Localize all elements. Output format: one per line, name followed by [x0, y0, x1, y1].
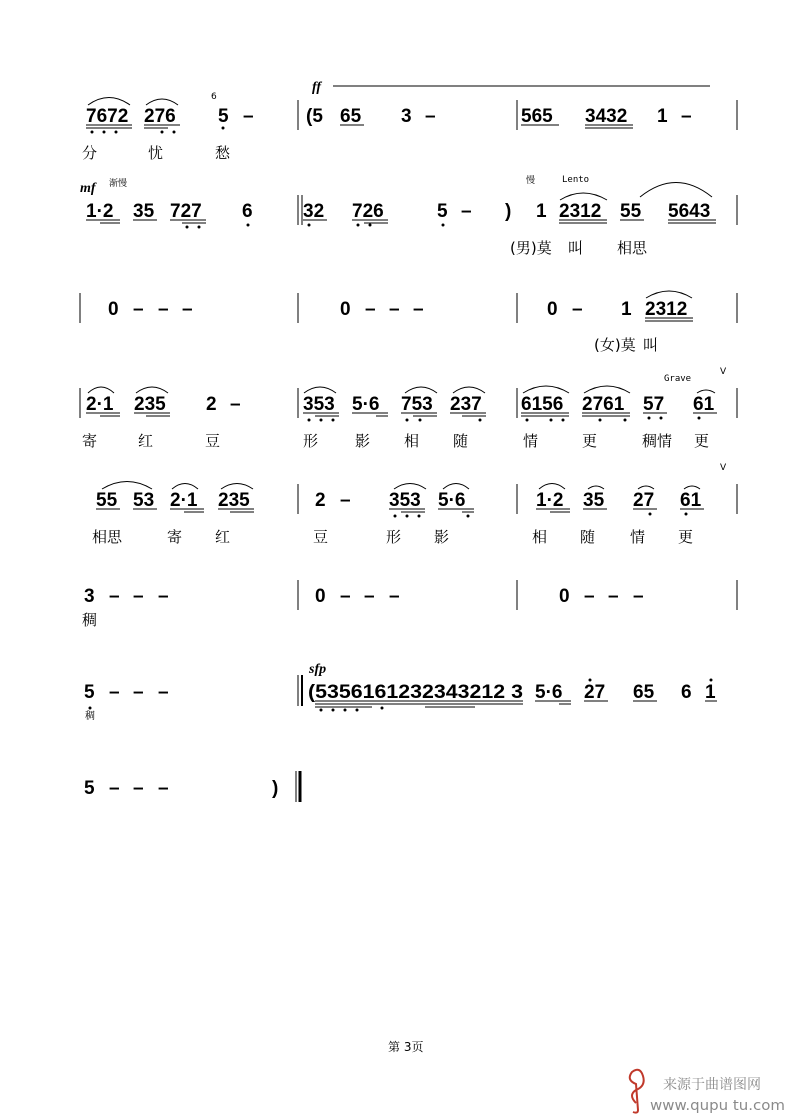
slur: [88, 387, 114, 393]
slur: [640, 183, 712, 198]
tempo-marking: 渐慢: [109, 179, 128, 189]
note-group: 1: [657, 106, 668, 127]
note-group: 2·1: [170, 490, 198, 511]
breath-mark: V: [720, 367, 727, 377]
dynamic-marking: mf: [80, 181, 96, 196]
lyric: 寄: [167, 528, 183, 546]
lyric: (女)莫: [594, 336, 636, 354]
note-group: 1: [621, 299, 632, 320]
note-group: 727: [170, 201, 202, 222]
note-dash: –: [572, 299, 583, 320]
note-group: 5643: [668, 201, 711, 222]
note-group: 2: [206, 394, 217, 415]
note-group: 5: [218, 106, 229, 127]
lyric: 相思: [92, 528, 123, 546]
lyric: 影: [434, 528, 450, 546]
slur: [523, 386, 569, 393]
watermark-url: www.qupu tu.com: [650, 1098, 785, 1114]
note-group: 35: [583, 490, 605, 511]
note-group: 5·6: [535, 682, 563, 703]
note-group: 5: [84, 682, 95, 703]
lyric: 相思: [617, 239, 648, 257]
rest: 0: [559, 586, 570, 607]
lyric: 随: [580, 528, 596, 546]
note-dash: –: [230, 394, 241, 415]
note-dash: –: [584, 586, 595, 607]
note-group: 35: [133, 201, 155, 222]
lyric: 影: [355, 432, 371, 450]
watermark-text: 来源于曲谱图网: [663, 1077, 761, 1093]
lyric: 情: [523, 432, 539, 450]
dynamic-marking: sfp: [309, 662, 327, 677]
note-group: 5·6: [438, 490, 466, 511]
lyric: 更: [678, 528, 694, 546]
note-dash: –: [413, 299, 424, 320]
note-group: 565: [521, 106, 553, 127]
note-dash: –: [133, 682, 144, 703]
slur: [697, 390, 715, 393]
tempo-marking: Lento: [562, 175, 590, 185]
lyric: 形: [386, 528, 402, 546]
slur: [304, 387, 336, 393]
lyric: 随: [453, 432, 469, 450]
lyric: 相: [404, 432, 420, 450]
note-dash: –: [243, 106, 254, 127]
note-group: 65: [633, 682, 655, 703]
rest: 0: [315, 586, 326, 607]
note-group: 53: [133, 490, 155, 511]
lyric-small: 稠: [85, 711, 95, 722]
slur: [405, 387, 437, 393]
note-dash: –: [158, 778, 169, 799]
note-group: 3: [84, 586, 95, 607]
grace-note: 6: [211, 92, 217, 102]
note-dash: –: [389, 299, 400, 320]
note-dash: –: [133, 778, 144, 799]
dynamic-marking: ff: [312, 80, 322, 95]
note-dash: –: [182, 299, 193, 320]
slur: [136, 387, 168, 393]
breath-mark: V: [720, 463, 727, 473]
lyric: 豆: [313, 528, 329, 546]
lyric: 形: [303, 432, 319, 450]
note-dash: –: [633, 586, 644, 607]
note-group: 2312: [559, 201, 602, 222]
note-dash: –: [158, 586, 169, 607]
note-dash: –: [389, 586, 400, 607]
paren-close: ): [505, 201, 512, 222]
rest: 0: [547, 299, 558, 320]
note-group: 353: [303, 394, 335, 415]
note-group: 55: [96, 490, 118, 511]
page-number: 第 3页: [388, 1040, 424, 1054]
lyric: 稠: [82, 611, 98, 629]
slur: [646, 291, 692, 298]
slur: [146, 99, 178, 105]
note-dash: –: [109, 682, 120, 703]
note-group: 27: [584, 682, 606, 703]
lyric: 叫: [568, 239, 584, 257]
note-group: 32: [303, 201, 325, 222]
rest: 0: [340, 299, 351, 320]
note-group: 65: [340, 106, 362, 127]
treble-clef-icon: [630, 1070, 644, 1113]
note-group: 276: [144, 106, 176, 127]
note-group: 1·2: [536, 490, 564, 511]
slur: [443, 484, 469, 490]
note-dash: –: [364, 586, 375, 607]
lyric: 红: [215, 528, 231, 546]
paren-close: ): [272, 778, 279, 799]
slur: [684, 486, 700, 489]
note-group: 235: [134, 394, 166, 415]
note-group: 3: [401, 106, 412, 127]
watermark: [630, 1070, 785, 1114]
note-dash: –: [133, 299, 144, 320]
lyric: 更: [582, 432, 598, 450]
note-group: 61: [680, 490, 702, 511]
note-dash: –: [158, 299, 169, 320]
lyric: (男)莫: [510, 239, 552, 257]
note-group: (5: [306, 106, 323, 127]
slur: [560, 193, 607, 200]
tempo-marking: 慢: [526, 176, 536, 186]
lyric: 愁: [215, 144, 231, 162]
note-group: 5: [84, 778, 95, 799]
rest: 0: [108, 299, 119, 320]
lyric: 叫: [643, 336, 659, 354]
note-group: 57: [643, 394, 665, 415]
lyric: 红: [138, 432, 154, 450]
note-group: 1: [705, 682, 716, 703]
slur: [638, 486, 654, 489]
note-group: 1·2: [86, 201, 114, 222]
note-dash: –: [109, 778, 120, 799]
lyric: 稠情: [642, 432, 673, 450]
note-group: 353: [389, 490, 421, 511]
note-group: 5·6: [352, 394, 380, 415]
note-group: 2761: [582, 394, 625, 415]
lyric: 相: [532, 528, 548, 546]
note-dash: –: [133, 586, 144, 607]
note-group: 2: [315, 490, 326, 511]
note-group: 726: [352, 201, 384, 222]
note-group: 1: [536, 201, 547, 222]
note-dash: –: [109, 586, 120, 607]
note-group: 61: [693, 394, 715, 415]
note-group: 235: [218, 490, 250, 511]
note-group: 5: [437, 201, 448, 222]
note-group: 753: [401, 394, 433, 415]
note-dash: –: [340, 490, 351, 511]
note-dash: –: [608, 586, 619, 607]
note-dash: –: [461, 201, 472, 222]
lyric: 更: [694, 432, 710, 450]
slur: [584, 386, 630, 393]
note-group: 3432: [585, 106, 628, 127]
note-group: 27: [633, 490, 655, 511]
slur: [88, 98, 130, 106]
lyric: 忧: [148, 144, 164, 162]
note-dash: –: [365, 299, 376, 320]
note-dash: –: [158, 682, 169, 703]
tempo-marking: Grave: [664, 374, 692, 384]
lyric: 分: [82, 144, 98, 162]
note-group: 6156: [521, 394, 564, 415]
note-dash: –: [340, 586, 351, 607]
slur: [102, 482, 152, 490]
lyric: 情: [630, 528, 646, 546]
lyric: 寄: [82, 432, 98, 450]
slur: [394, 484, 426, 490]
slur: [221, 484, 253, 490]
note-group: 7672: [86, 106, 129, 127]
note-dash: –: [425, 106, 436, 127]
note-group: 2·1: [86, 394, 114, 415]
slur: [453, 387, 485, 393]
note-group: 237: [450, 394, 482, 415]
note-group: 6: [242, 201, 253, 222]
note-run: (5356161232343212 3: [308, 682, 523, 703]
slur: [172, 484, 198, 490]
slur: [588, 486, 604, 489]
note-group: 2312: [645, 299, 688, 320]
note-dash: –: [681, 106, 692, 127]
lyric: 豆: [205, 432, 221, 450]
note-group: 6: [681, 682, 692, 703]
slur: [539, 484, 565, 490]
note-group: 55: [620, 201, 642, 222]
